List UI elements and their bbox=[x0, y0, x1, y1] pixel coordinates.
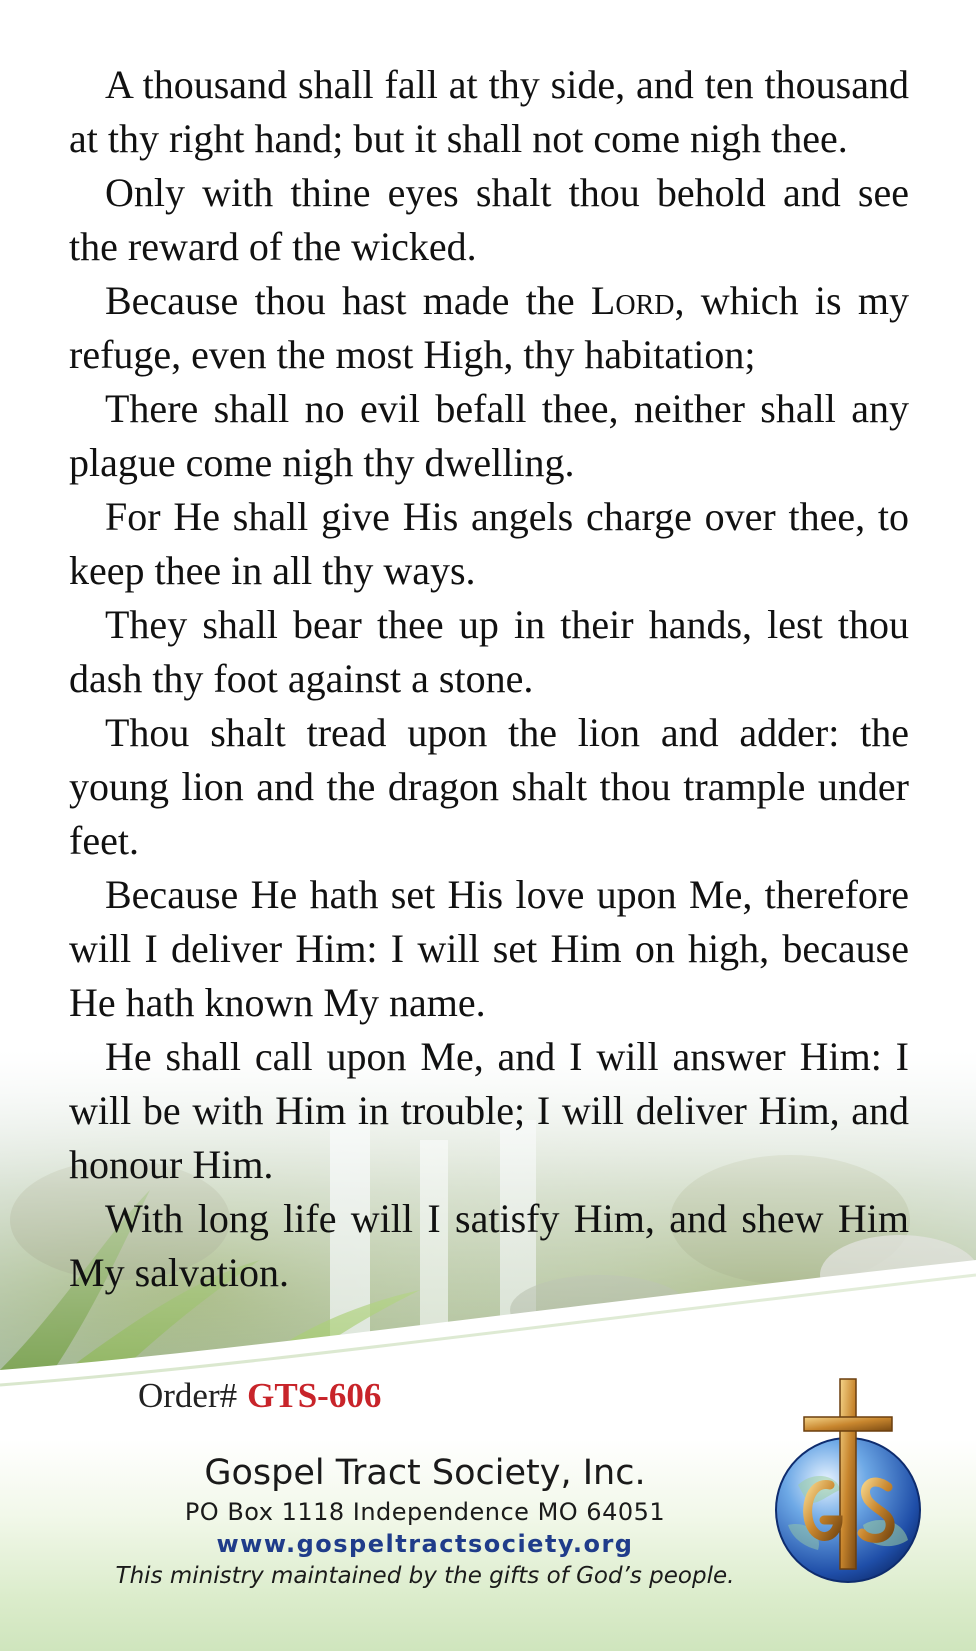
verse: He shall call upon Me, and I will answer Him: I will be with Him in trouble; I will deliver Him, and honour Him. bbox=[69, 1034, 909, 1187]
verse: For He shall give His angels charge over thee, to keep thee in all thy ways. bbox=[69, 494, 909, 593]
verse: A thousand shall fall at thy side, and ten thousand at thy right hand; but it shall not come nigh thee. bbox=[69, 62, 909, 161]
organization-address: PO Box 1118 Independence MO 64051 bbox=[184, 1498, 666, 1526]
globe-cross-logo-icon bbox=[768, 1375, 928, 1590]
organization-name: Gospel Tract Society, Inc. bbox=[204, 1453, 646, 1493]
verse: They shall bear thee up in their hands, lest thou dash thy foot against a stone. bbox=[69, 602, 909, 701]
verse: Thou shalt tread upon the lion and adder: the young lion and the dragon shalt thou trample under feet. bbox=[69, 710, 909, 863]
verse: Because thou hast made the Lord, which is my refuge, even the most High, thy habitation; bbox=[69, 278, 910, 377]
order-number bbox=[138, 1376, 381, 1416]
verse: With long life will I satisfy Him, and shew Him My salvation. bbox=[69, 1196, 909, 1295]
verse: There shall no evil befall thee, neither shall any plague come nigh thy dwelling. bbox=[69, 386, 909, 485]
organization-info bbox=[90, 1450, 760, 1592]
verse: Only with thine eyes shalt thou behold and see the reward of the wicked. bbox=[69, 170, 909, 269]
organization-website-link[interactable]: www.gospeltractsociety.org bbox=[216, 1530, 634, 1558]
verse: Because He hath set His love upon Me, therefore will I deliver Him: I will set Him on high, because He hath known My name. bbox=[69, 872, 909, 1025]
lord-small-caps: Lord bbox=[590, 278, 675, 323]
order-label: Order# bbox=[138, 1376, 238, 1415]
scripture-passage bbox=[69, 58, 909, 1300]
order-code: GTS-606 bbox=[247, 1376, 382, 1415]
organization-tagline: This ministry maintained by the gifts of God’s people. bbox=[115, 1563, 735, 1589]
